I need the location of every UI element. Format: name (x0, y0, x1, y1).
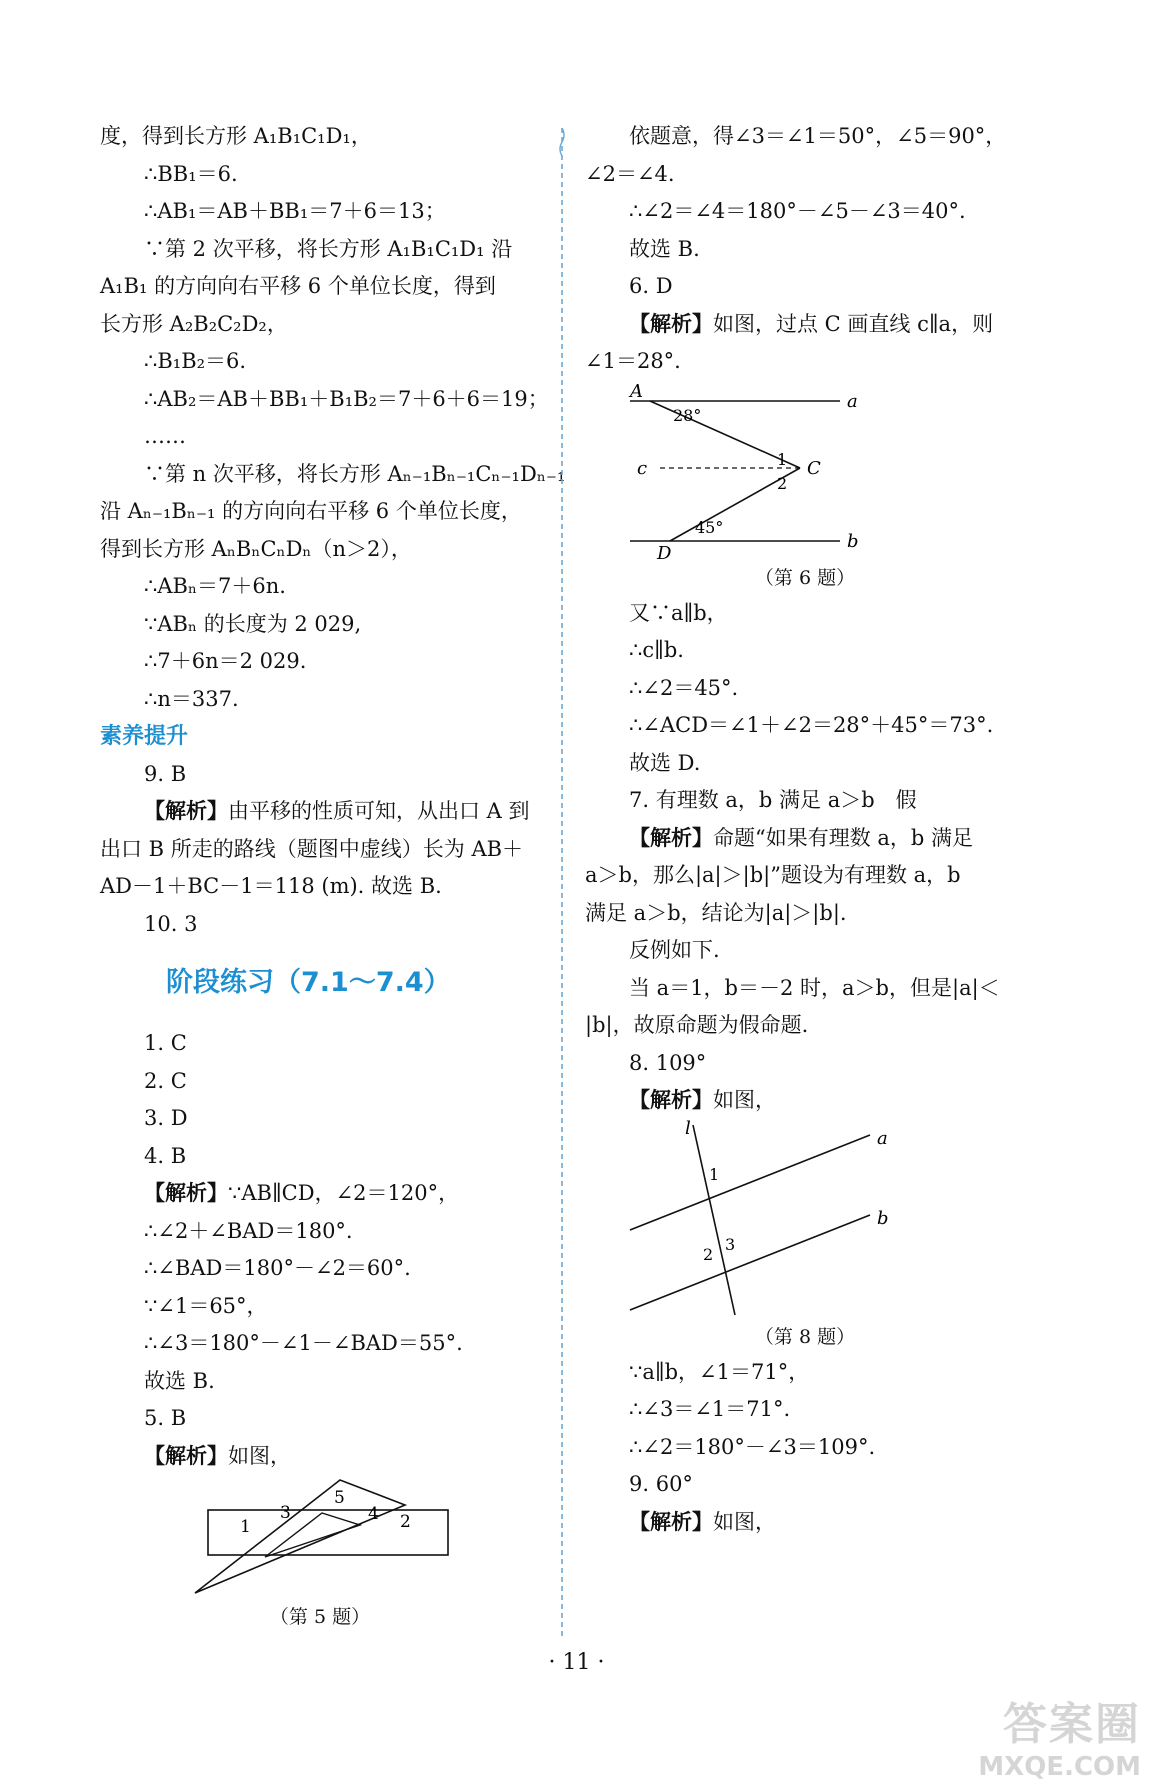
answer-line: 4. B (144, 1143, 187, 1168)
fig6-label: D (657, 542, 672, 561)
figure-8 (585, 1120, 1025, 1320)
figure-5-diagram (100, 1475, 540, 1600)
text-line: ∴∠3＝180°－∠1－∠BAD＝55°. (144, 1331, 463, 1355)
fig6-label: a (847, 390, 858, 412)
fig5-label: 5 (334, 1488, 345, 1508)
figure-caption: （第 5 题） (269, 1606, 371, 1628)
figure-6-diagram (585, 381, 1025, 561)
text-line: ∵ABₙ 的长度为 2 029, (144, 611, 362, 636)
analysis-label: 【解析】 (629, 311, 713, 336)
analysis-text: 如图， (228, 1443, 291, 1468)
analysis-label: 【解析】 (629, 1509, 713, 1534)
text-line: 故选 D. (629, 750, 701, 775)
fig8-label: 2 (703, 1244, 714, 1264)
column-divider (557, 128, 567, 1638)
analysis-text: 如图， (713, 1509, 776, 1534)
text-line: ∠2＝∠4. (585, 161, 675, 186)
section-heading: 素养提升 (100, 724, 189, 749)
text-line: ∠1＝28°. (585, 349, 681, 373)
text-line: ∴ABₙ＝7＋6n. (144, 574, 286, 598)
analysis-line (585, 820, 1025, 858)
page-number: · 11 · (548, 1650, 605, 1675)
analysis-line (585, 1504, 1025, 1542)
text-line: ∴B₁B₂＝6. (144, 349, 247, 373)
fig6-label: c (637, 457, 648, 479)
analysis-text: 如图， (713, 1088, 776, 1112)
fig6-label: 45° (695, 517, 724, 537)
text-line: ∵第 2 次平移，将长方形 A₁B₁C₁D₁ 沿 (144, 236, 513, 261)
text-line: ∴n＝337. (144, 686, 239, 711)
watermark (978, 1688, 1141, 1782)
text-line: 出口 B 所走的路线（题图中虚线）长为 AB＋ (100, 836, 524, 861)
analysis-label: 【解析】 (144, 1181, 228, 1205)
answer-line: 5. B (144, 1406, 187, 1430)
figure-6 (585, 381, 1025, 561)
watermark-bottom: MXQE.COM (978, 1752, 1141, 1782)
text-line: 当 a＝1，b＝－2 时，a＞b，但是|a|＜ (629, 975, 1000, 1000)
text-line: A₁B₁ 的方向向右平移 6 个单位长度，得到 (100, 274, 496, 298)
figure-5 (100, 1475, 540, 1600)
text-line: 依题意，得∠3＝∠1＝50°，∠5＝90°， (629, 124, 1007, 148)
analysis-label: 【解析】 (144, 1443, 228, 1468)
answer-line: 2. C (144, 1068, 187, 1093)
text-line: ∴∠2＝180°－∠3＝109°. (629, 1434, 876, 1459)
analysis-line (585, 1082, 1025, 1120)
analysis-line (585, 306, 1025, 344)
text-line: a＞b，那么|a|＞|b|”题设为有理数 a，b (585, 863, 961, 887)
figure-caption: （第 8 题） (754, 1325, 856, 1348)
text-line: ∴BB₁＝6. (144, 161, 238, 186)
analysis-label: 【解析】 (144, 799, 228, 823)
text-line: ∴7＋6n＝2 029. (144, 649, 307, 673)
analysis-text: 如图，过点 C 画直线 c∥a，则 (713, 311, 994, 336)
text-line: 得到长方形 AₙBₙCₙDₙ（n＞2）， (100, 536, 412, 561)
answer-line: 9. 60° (629, 1472, 693, 1496)
fig8-label: l (685, 1119, 691, 1139)
analysis-text: 由平移的性质可知，从出口 A 到 (228, 799, 530, 823)
analysis-label: 【解析】 (629, 825, 713, 850)
analysis-line (100, 1438, 540, 1476)
text-line: …… (144, 424, 186, 448)
text-line: ∴AB₁＝AB＋BB₁＝7＋6＝13； (144, 199, 446, 223)
text-line: AD－1＋BC－1＝118 (m). 故选 B. (100, 874, 442, 898)
text-line: ∵第 n 次平移，将长方形 Aₙ₋₁Bₙ₋₁Cₙ₋₁Dₙ₋₁ (144, 461, 566, 486)
fig6-label: 1 (777, 449, 788, 469)
answer-line: 8. 109° (629, 1050, 707, 1075)
text-line: ∴∠2＝∠4＝180°－∠5－∠3＝40°. (629, 199, 966, 223)
fig6-label: A (630, 380, 643, 402)
fig8-label: b (877, 1207, 889, 1229)
answer-line: 6. D (629, 274, 673, 298)
text-line: 度，得到长方形 A₁B₁C₁D₁， (100, 124, 372, 148)
right-column (585, 118, 1025, 1541)
answer-line: 3. D (144, 1106, 188, 1130)
answer-line: 10. 3 (144, 911, 198, 936)
text-line: ∴∠2＝45°. (629, 675, 739, 700)
text-line: ∴∠3＝∠1＝71°. (629, 1397, 791, 1421)
fig6-label: 2 (777, 473, 788, 493)
analysis-label: 【解析】 (629, 1088, 713, 1112)
fig5-label: 1 (240, 1517, 251, 1537)
fig8-label: 3 (725, 1234, 736, 1254)
text-line: |b|，故原命题为假命题. (585, 1013, 809, 1037)
text-line: 长方形 A₂B₂C₂D₂， (100, 311, 288, 336)
analysis-text: 命题“如果有理数 a，b 满足 (713, 825, 974, 850)
text-line: ∴AB₂＝AB＋BB₁＋B₁B₂＝7＋6＋6＝19； (144, 386, 549, 411)
fig6-label: b (847, 530, 859, 552)
text-line: ∴∠2＋∠BAD＝180°. (144, 1218, 353, 1243)
fig5-label: 2 (400, 1512, 411, 1532)
answer-line: 9. B (144, 761, 187, 786)
figure-8-diagram (585, 1120, 1025, 1320)
fig6-label: 28° (673, 405, 702, 425)
text-line: ∴c∥b. (629, 638, 684, 662)
answer-line: 1. C (144, 1031, 187, 1055)
text-line: 满足 a＞b，结论为|a|＞|b|. (585, 900, 847, 925)
stage-title: 阶段练习（7.1～7.4） (166, 967, 451, 998)
text-line: ∵∠1＝65°， (144, 1293, 268, 1318)
left-column (100, 118, 566, 1634)
analysis-text: ∵AB∥CD，∠2＝120°， (228, 1181, 460, 1205)
fig5-label: 4 (368, 1504, 379, 1524)
text-line: 故选 B. (629, 236, 700, 261)
answer-line: 7. 有理数 a，b 满足 a＞b 假 (629, 788, 917, 812)
text-line: ∴∠BAD＝180°－∠2＝60°. (144, 1256, 411, 1280)
fig6-label: C (807, 457, 821, 479)
figure-caption: （第 6 题） (754, 566, 856, 589)
analysis-line (100, 793, 540, 831)
text-line: 沿 Aₙ₋₁Bₙ₋₁ 的方向向右平移 6 个单位长度， (100, 499, 522, 523)
text-line: 又∵a∥b， (629, 600, 728, 625)
fig5-label: 3 (280, 1503, 291, 1523)
text-line: 反例如下. (629, 938, 720, 962)
analysis-line (100, 1175, 540, 1213)
fig8-label: a (877, 1127, 888, 1149)
text-line: 故选 B. (144, 1368, 215, 1393)
watermark-top: 答案圈 (1003, 1699, 1141, 1750)
text-line: ∵a∥b，∠1＝71°， (629, 1359, 810, 1384)
text-line: ∴∠ACD＝∠1＋∠2＝28°＋45°＝73°. (629, 713, 994, 737)
fig8-label: 1 (709, 1164, 720, 1184)
